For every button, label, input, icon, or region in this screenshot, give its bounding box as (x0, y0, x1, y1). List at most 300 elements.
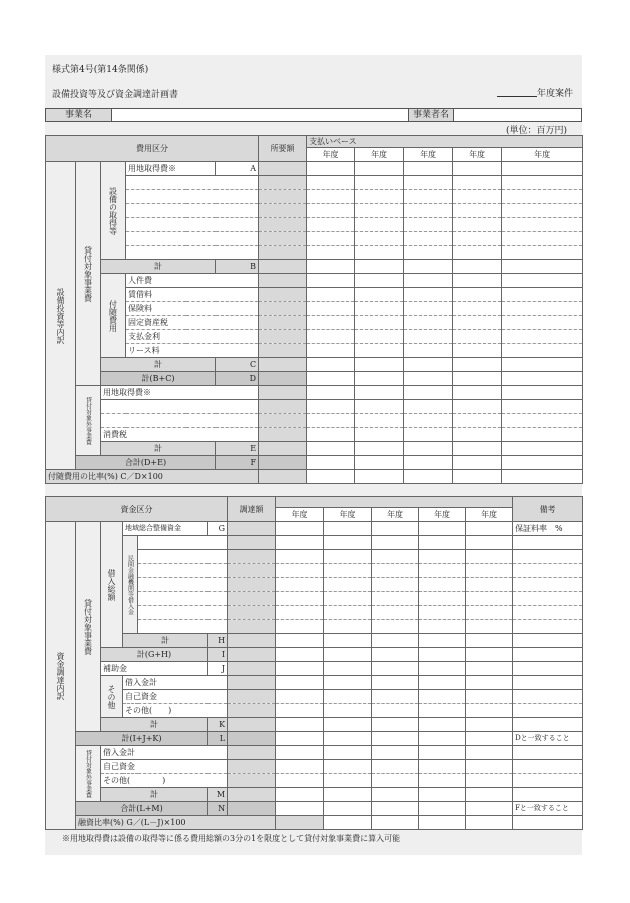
input-cell[interactable] (502, 190, 583, 204)
item-cell[interactable] (126, 204, 259, 218)
year-cell[interactable] (502, 162, 583, 176)
input-cell[interactable] (259, 288, 307, 302)
input-cell[interactable] (259, 442, 307, 456)
input-cell[interactable] (466, 704, 513, 718)
input-cell[interactable] (259, 372, 307, 386)
input-cell[interactable] (419, 522, 466, 536)
input-cell[interactable] (138, 592, 228, 606)
input-cell[interactable] (228, 606, 276, 620)
input-cell[interactable] (355, 260, 404, 274)
input-cell[interactable] (259, 456, 307, 470)
input-cell[interactable] (228, 522, 276, 536)
input-cell[interactable] (276, 760, 324, 774)
input-cell[interactable] (324, 732, 372, 746)
input-cell[interactable] (502, 274, 583, 288)
input-cell[interactable] (355, 288, 404, 302)
input-cell[interactable] (276, 648, 324, 662)
input-cell[interactable] (466, 662, 513, 676)
input-cell[interactable] (276, 564, 324, 578)
input-cell[interactable] (453, 372, 502, 386)
input-cell[interactable] (372, 620, 419, 634)
input-cell[interactable] (276, 732, 324, 746)
input-cell[interactable] (228, 760, 276, 774)
year-cell[interactable] (404, 162, 453, 176)
input-cell[interactable] (453, 232, 502, 246)
input-cell[interactable] (513, 704, 583, 718)
input-cell[interactable] (307, 176, 355, 190)
input-cell[interactable] (513, 774, 583, 788)
input-cell[interactable] (466, 606, 513, 620)
input-cell[interactable] (228, 704, 276, 718)
input-cell[interactable] (138, 620, 228, 634)
input-cell[interactable] (419, 592, 466, 606)
input-cell[interactable] (355, 190, 404, 204)
input-cell[interactable] (419, 704, 466, 718)
input-cell[interactable] (307, 302, 355, 316)
input-cell[interactable] (404, 442, 453, 456)
input-cell[interactable] (453, 176, 502, 190)
input-cell[interactable] (259, 218, 307, 232)
input-cell[interactable] (453, 316, 502, 330)
input-cell[interactable] (502, 330, 583, 344)
input-cell[interactable] (355, 274, 404, 288)
input-cell[interactable] (307, 330, 355, 344)
input-cell[interactable] (355, 456, 404, 470)
operator-name-field[interactable] (454, 109, 581, 121)
input-cell[interactable] (502, 232, 583, 246)
input-cell[interactable] (355, 218, 404, 232)
input-cell[interactable] (404, 330, 453, 344)
input-cell[interactable] (307, 218, 355, 232)
input-cell[interactable] (502, 246, 583, 260)
input-cell[interactable] (466, 690, 513, 704)
input-cell[interactable] (259, 414, 307, 428)
input-cell[interactable] (419, 648, 466, 662)
required-cell[interactable] (259, 176, 307, 190)
input-cell[interactable] (502, 372, 583, 386)
input-cell[interactable] (324, 648, 372, 662)
input-cell[interactable] (307, 288, 355, 302)
input-cell[interactable] (228, 648, 276, 662)
input-cell[interactable] (355, 302, 404, 316)
year-cell[interactable] (453, 162, 502, 176)
input-cell[interactable] (513, 816, 583, 830)
input-cell[interactable] (419, 578, 466, 592)
input-cell[interactable] (228, 662, 276, 676)
input-cell[interactable] (228, 746, 276, 760)
input-cell[interactable] (276, 802, 324, 816)
input-cell[interactable] (404, 316, 453, 330)
input-cell[interactable] (228, 564, 276, 578)
input-cell[interactable] (324, 522, 372, 536)
input-cell[interactable] (259, 190, 307, 204)
input-cell[interactable] (513, 578, 583, 592)
input-cell[interactable] (307, 470, 355, 484)
input-cell[interactable] (453, 204, 502, 218)
input-cell[interactable] (276, 704, 324, 718)
input-cell[interactable] (138, 606, 228, 620)
input-cell[interactable] (259, 274, 307, 288)
input-cell[interactable] (355, 442, 404, 456)
input-cell[interactable] (372, 648, 419, 662)
input-cell[interactable] (453, 386, 502, 400)
input-cell[interactable] (355, 400, 404, 414)
input-cell[interactable] (324, 690, 372, 704)
input-cell[interactable] (466, 816, 513, 830)
input-cell[interactable] (419, 676, 466, 690)
input-cell[interactable] (466, 578, 513, 592)
input-cell[interactable] (372, 634, 419, 648)
item-cell[interactable] (126, 176, 259, 190)
input-cell[interactable] (502, 218, 583, 232)
input-cell[interactable] (466, 564, 513, 578)
input-cell[interactable] (372, 816, 419, 830)
input-cell[interactable] (259, 246, 307, 260)
input-cell[interactable] (513, 620, 583, 634)
input-cell[interactable] (228, 718, 276, 732)
input-cell[interactable] (355, 358, 404, 372)
input-cell[interactable] (372, 606, 419, 620)
input-cell[interactable] (228, 620, 276, 634)
input-cell[interactable] (307, 358, 355, 372)
input-cell[interactable] (453, 400, 502, 414)
input-cell[interactable] (513, 606, 583, 620)
input-cell[interactable] (419, 550, 466, 564)
input-cell[interactable] (453, 428, 502, 442)
input-cell[interactable] (259, 358, 307, 372)
input-cell[interactable] (355, 414, 404, 428)
input-cell[interactable] (513, 662, 583, 676)
input-cell[interactable] (502, 456, 583, 470)
input-cell[interactable] (307, 428, 355, 442)
input-cell[interactable] (138, 564, 228, 578)
input-cell[interactable] (419, 816, 466, 830)
input-cell[interactable] (419, 536, 466, 550)
input-cell[interactable] (259, 302, 307, 316)
input-cell[interactable] (372, 802, 419, 816)
input-cell[interactable] (324, 718, 372, 732)
item-cell[interactable] (126, 246, 259, 260)
input-cell[interactable] (372, 746, 419, 760)
input-cell[interactable] (502, 344, 583, 358)
input-cell[interactable] (513, 718, 583, 732)
input-cell[interactable] (404, 204, 453, 218)
input-cell[interactable] (502, 470, 583, 484)
input-cell[interactable] (276, 634, 324, 648)
input-cell[interactable] (419, 662, 466, 676)
input-cell[interactable] (276, 620, 324, 634)
input-cell[interactable] (513, 592, 583, 606)
input-cell[interactable] (513, 746, 583, 760)
input-cell[interactable] (259, 260, 307, 274)
input-cell[interactable] (372, 592, 419, 606)
input-cell[interactable] (372, 536, 419, 550)
input-cell[interactable] (466, 592, 513, 606)
input-cell[interactable] (419, 774, 466, 788)
input-cell[interactable] (513, 550, 583, 564)
input-cell[interactable] (502, 302, 583, 316)
input-cell[interactable] (307, 344, 355, 358)
input-cell[interactable] (466, 648, 513, 662)
input-cell[interactable] (404, 358, 453, 372)
input-cell[interactable] (307, 372, 355, 386)
year-cell[interactable] (307, 162, 355, 176)
input-cell[interactable] (228, 690, 276, 704)
input-cell[interactable] (453, 358, 502, 372)
input-cell[interactable] (324, 662, 372, 676)
input-cell[interactable] (276, 788, 324, 802)
input-cell[interactable] (453, 274, 502, 288)
input-cell[interactable] (276, 497, 513, 508)
input-cell[interactable] (138, 536, 228, 550)
year-cell[interactable] (355, 162, 404, 176)
business-name-field[interactable] (112, 109, 409, 121)
input-cell[interactable] (276, 746, 324, 760)
input-cell[interactable] (307, 246, 355, 260)
input-cell[interactable] (466, 620, 513, 634)
input-cell[interactable] (259, 400, 307, 414)
input-cell[interactable] (453, 344, 502, 358)
input-cell[interactable] (324, 802, 372, 816)
input-cell[interactable] (502, 358, 583, 372)
input-cell[interactable] (307, 274, 355, 288)
input-cell[interactable] (404, 218, 453, 232)
input-cell[interactable] (355, 316, 404, 330)
input-cell[interactable] (307, 190, 355, 204)
input-cell[interactable] (276, 606, 324, 620)
input-cell[interactable] (324, 760, 372, 774)
input-cell[interactable] (513, 760, 583, 774)
input-cell[interactable] (404, 400, 453, 414)
input-cell[interactable] (404, 344, 453, 358)
input-cell[interactable] (228, 536, 276, 550)
input-cell[interactable] (453, 218, 502, 232)
input-cell[interactable] (419, 620, 466, 634)
input-cell[interactable] (228, 592, 276, 606)
item-cell[interactable] (126, 232, 259, 246)
input-cell[interactable] (404, 456, 453, 470)
input-cell[interactable] (228, 774, 276, 788)
item-cell[interactable] (126, 190, 259, 204)
input-cell[interactable] (404, 470, 453, 484)
input-cell[interactable] (276, 816, 324, 830)
input-cell[interactable] (259, 344, 307, 358)
input-cell[interactable] (355, 372, 404, 386)
input-cell[interactable] (419, 746, 466, 760)
input-cell[interactable] (453, 288, 502, 302)
input-cell[interactable] (276, 522, 324, 536)
input-cell[interactable] (307, 442, 355, 456)
input-cell[interactable] (324, 550, 372, 564)
input-cell[interactable] (372, 564, 419, 578)
input-cell[interactable] (466, 774, 513, 788)
input-cell[interactable] (372, 690, 419, 704)
input-cell[interactable] (307, 232, 355, 246)
input-cell[interactable] (324, 746, 372, 760)
input-cell[interactable] (466, 732, 513, 746)
input-cell[interactable] (513, 788, 583, 802)
input-cell[interactable] (513, 648, 583, 662)
input-cell[interactable] (307, 414, 355, 428)
input-cell[interactable] (324, 816, 372, 830)
item-cell[interactable] (126, 218, 259, 232)
input-cell[interactable] (453, 470, 502, 484)
input-cell[interactable] (466, 788, 513, 802)
input-cell[interactable] (404, 190, 453, 204)
input-cell[interactable] (404, 414, 453, 428)
input-cell[interactable] (228, 578, 276, 592)
input-cell[interactable] (372, 676, 419, 690)
input-cell[interactable] (228, 550, 276, 564)
input-cell[interactable] (307, 260, 355, 274)
input-cell[interactable] (466, 522, 513, 536)
input-cell[interactable] (453, 246, 502, 260)
input-cell[interactable] (466, 676, 513, 690)
input-cell[interactable] (453, 260, 502, 274)
input-cell[interactable] (324, 536, 372, 550)
input-cell[interactable] (419, 802, 466, 816)
input-cell[interactable] (355, 204, 404, 218)
input-cell[interactable] (259, 428, 307, 442)
input-cell[interactable] (419, 634, 466, 648)
input-cell[interactable] (259, 316, 307, 330)
input-cell[interactable] (419, 732, 466, 746)
input-cell[interactable] (355, 386, 404, 400)
input-cell[interactable] (307, 456, 355, 470)
input-cell[interactable] (355, 428, 404, 442)
input-cell[interactable] (404, 302, 453, 316)
input-cell[interactable] (324, 564, 372, 578)
input-cell[interactable] (466, 536, 513, 550)
input-cell[interactable] (276, 662, 324, 676)
input-cell[interactable] (372, 788, 419, 802)
input-cell[interactable] (419, 564, 466, 578)
input-cell[interactable] (453, 330, 502, 344)
input-cell[interactable] (372, 774, 419, 788)
input-cell[interactable] (324, 704, 372, 718)
input-cell[interactable] (355, 330, 404, 344)
input-cell[interactable] (513, 634, 583, 648)
input-cell[interactable] (502, 176, 583, 190)
input-cell[interactable] (502, 288, 583, 302)
input-cell[interactable] (404, 386, 453, 400)
input-cell[interactable] (259, 204, 307, 218)
input-cell[interactable] (324, 606, 372, 620)
input-cell[interactable] (355, 176, 404, 190)
input-cell[interactable] (324, 620, 372, 634)
input-cell[interactable] (453, 456, 502, 470)
input-cell[interactable] (324, 676, 372, 690)
input-cell[interactable] (419, 606, 466, 620)
input-cell[interactable] (324, 774, 372, 788)
input-cell[interactable] (453, 442, 502, 456)
input-cell[interactable] (259, 330, 307, 344)
input-cell[interactable] (466, 718, 513, 732)
input-cell[interactable] (324, 788, 372, 802)
input-cell[interactable] (404, 274, 453, 288)
input-cell[interactable] (138, 578, 228, 592)
input-cell[interactable] (355, 470, 404, 484)
input-cell[interactable] (372, 732, 419, 746)
input-cell[interactable] (259, 232, 307, 246)
input-cell[interactable] (419, 718, 466, 732)
input-cell[interactable] (502, 414, 583, 428)
input-cell[interactable] (502, 400, 583, 414)
input-cell[interactable] (404, 176, 453, 190)
input-cell[interactable] (324, 578, 372, 592)
input-cell[interactable] (372, 550, 419, 564)
input-cell[interactable] (276, 676, 324, 690)
input-cell[interactable] (502, 316, 583, 330)
input-cell[interactable] (453, 414, 502, 428)
input-cell[interactable] (372, 578, 419, 592)
input-cell[interactable] (276, 578, 324, 592)
input-cell[interactable] (466, 746, 513, 760)
input-cell[interactable] (502, 204, 583, 218)
input-cell[interactable] (276, 550, 324, 564)
input-cell[interactable] (228, 788, 276, 802)
input-cell[interactable] (372, 718, 419, 732)
input-cell[interactable] (502, 442, 583, 456)
input-cell[interactable] (307, 400, 355, 414)
input-cell[interactable] (502, 428, 583, 442)
input-cell[interactable] (355, 246, 404, 260)
input-cell[interactable] (101, 400, 259, 414)
input-cell[interactable] (466, 634, 513, 648)
input-cell[interactable] (466, 550, 513, 564)
input-cell[interactable] (324, 634, 372, 648)
input-cell[interactable] (502, 260, 583, 274)
input-cell[interactable] (453, 302, 502, 316)
input-cell[interactable] (276, 536, 324, 550)
input-cell[interactable] (513, 536, 583, 550)
input-cell[interactable] (324, 592, 372, 606)
input-cell[interactable] (404, 288, 453, 302)
input-cell[interactable] (259, 386, 307, 400)
input-cell[interactable] (502, 386, 583, 400)
input-cell[interactable] (276, 774, 324, 788)
input-cell[interactable] (228, 802, 276, 816)
input-cell[interactable] (513, 690, 583, 704)
input-cell[interactable] (513, 676, 583, 690)
input-cell[interactable] (404, 428, 453, 442)
input-cell[interactable] (404, 232, 453, 246)
input-cell[interactable] (276, 690, 324, 704)
input-cell[interactable] (419, 788, 466, 802)
input-cell[interactable] (228, 732, 276, 746)
input-cell[interactable] (307, 204, 355, 218)
input-cell[interactable] (307, 316, 355, 330)
input-cell[interactable] (419, 760, 466, 774)
input-cell[interactable] (466, 760, 513, 774)
input-cell[interactable] (259, 470, 307, 484)
input-cell[interactable] (372, 662, 419, 676)
input-cell[interactable] (372, 704, 419, 718)
input-cell[interactable] (372, 522, 419, 536)
input-cell[interactable] (276, 592, 324, 606)
input-cell[interactable] (372, 760, 419, 774)
input-cell[interactable] (419, 690, 466, 704)
input-cell[interactable] (307, 386, 355, 400)
input-cell[interactable] (404, 246, 453, 260)
input-cell[interactable] (404, 260, 453, 274)
input-cell[interactable] (404, 372, 453, 386)
input-cell[interactable] (138, 550, 228, 564)
required-cell[interactable] (259, 162, 307, 176)
input-cell[interactable] (101, 414, 259, 428)
input-cell[interactable] (355, 232, 404, 246)
input-cell[interactable] (228, 676, 276, 690)
